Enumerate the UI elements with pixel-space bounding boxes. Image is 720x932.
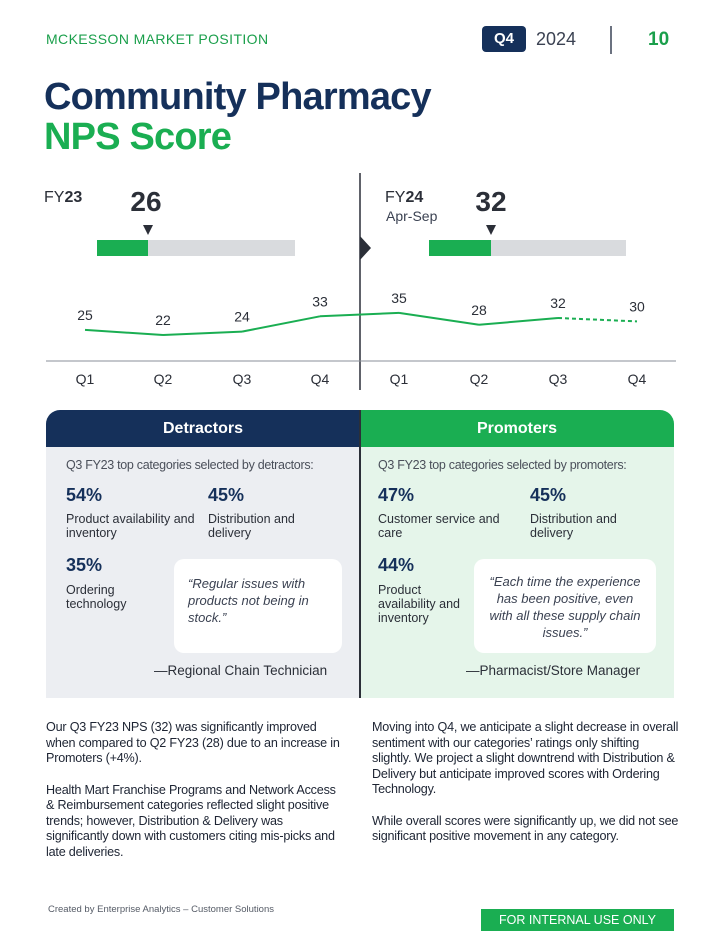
body-paragraph: While overall scores were significantly up, we did not see significant positive movement in any category. xyxy=(372,813,679,843)
x-tick-label: Q4 xyxy=(627,371,647,387)
fy24-score: 32 xyxy=(475,186,507,217)
detractors-header: Detractors xyxy=(46,410,360,447)
data-label: 24 xyxy=(234,308,250,325)
body-left xyxy=(46,720,346,876)
promoters-header: Promoters xyxy=(360,410,674,447)
body-paragraph: Health Mart Franchise Programs and Network Access & Reimbursement categories reflected slight positive trends; however, Distribution & Delivery was significantly down with customers citing mis-picks and late deliveries. xyxy=(46,782,336,859)
line-segment xyxy=(163,332,242,335)
footer-credit: Created by Enterprise Analytics – Customer Solutions xyxy=(48,904,274,915)
fy23-score-marker xyxy=(143,225,153,235)
line-segment xyxy=(85,330,163,335)
line-segment xyxy=(242,316,320,331)
line-segment xyxy=(479,318,558,325)
promoter-stat-label: Customer service and care xyxy=(378,512,500,540)
data-label: 25 xyxy=(77,306,93,323)
data-label: 33 xyxy=(312,293,328,310)
fy23-label: FY23 xyxy=(44,189,83,206)
body-paragraph: Our Q3 FY23 NPS (32) was significantly improved when compared to Q2 FY23 (28) due to an increase in Promoters (+4%). xyxy=(46,720,340,765)
page-title: Community Pharmacy xyxy=(44,76,431,118)
page-number: 10 xyxy=(648,29,670,50)
promoter-stat-label: Product availability and inventory xyxy=(378,583,460,625)
promoter-stat-label: Distribution and delivery xyxy=(530,512,617,540)
line-segment xyxy=(399,313,479,325)
detractor-stat-label: Ordering technology xyxy=(66,583,127,611)
detractor-stat-pct: 45% xyxy=(208,485,245,505)
quarter-badge: Q4 xyxy=(482,26,526,52)
promoter-stat-pct: 45% xyxy=(530,485,567,505)
detractors-panel xyxy=(46,447,360,698)
x-tick-label: Q1 xyxy=(75,371,95,387)
fy23-score-fill xyxy=(97,240,148,256)
promoters-panel xyxy=(360,447,674,698)
detractor-stat-pct: 54% xyxy=(66,485,103,505)
detractor-attribution: —Regional Chain Technician xyxy=(154,663,328,678)
period-arrow-icon xyxy=(360,236,371,260)
body-paragraph: Moving into Q4, we anticipate a slight decrease in overall sentiment with our categories’ ratings only shifting slightly. We project a slight downtrend with Distribution & Delivery but anticipate improved scores with Ordering Technology. xyxy=(372,720,679,796)
x-tick-label: Q2 xyxy=(469,371,489,387)
data-label: 32 xyxy=(550,295,566,311)
promoter-stat-pct: 47% xyxy=(378,485,415,505)
detractor-stat-pct: 35% xyxy=(66,555,103,575)
x-tick-label: Q4 xyxy=(310,371,330,387)
x-tick-label: Q1 xyxy=(389,371,409,387)
fy24-label: FY24 xyxy=(385,189,424,206)
section-label: MCKESSON MARKET POSITION xyxy=(46,31,269,47)
page-subtitle: NPS Score xyxy=(44,116,232,158)
promoters-intro: Q3 FY23 top categories selected by promoters: xyxy=(378,458,627,472)
detractors-intro: Q3 FY23 top categories selected by detractors: xyxy=(66,458,314,472)
detractor-quote: “Regular issues with products not being in stock.” xyxy=(174,559,342,653)
fy24-score-marker xyxy=(486,225,496,235)
body-right xyxy=(372,720,680,861)
data-label: 35 xyxy=(391,289,407,306)
x-tick-label: Q3 xyxy=(232,371,252,387)
fy23-score: 26 xyxy=(130,186,162,217)
promoter-quote: “Each time the experience has been positive, even with all these supply chain issues.” xyxy=(474,559,656,653)
fy24-score-fill xyxy=(429,240,491,256)
projected-line-segment xyxy=(558,318,637,321)
header-divider xyxy=(610,26,612,54)
data-label: 28 xyxy=(471,301,487,318)
x-tick-label: Q3 xyxy=(548,371,568,387)
data-label: 30 xyxy=(629,298,645,315)
panel-divider xyxy=(359,410,361,698)
internal-use-badge: FOR INTERNAL USE ONLY xyxy=(481,909,674,931)
nps-chart xyxy=(0,170,720,400)
promoter-attribution: —Pharmacist/Store Manager xyxy=(466,663,641,678)
detractor-stat-label: Product availability and inventory xyxy=(66,512,195,540)
report-year: 2024 xyxy=(536,29,577,49)
promoter-stat-pct: 44% xyxy=(378,555,415,575)
data-label: 22 xyxy=(155,312,171,328)
x-tick-label: Q2 xyxy=(153,371,173,387)
detractor-stat-label: Distribution and delivery xyxy=(208,512,295,540)
fy24-sublabel: Apr-Sep xyxy=(386,208,438,224)
